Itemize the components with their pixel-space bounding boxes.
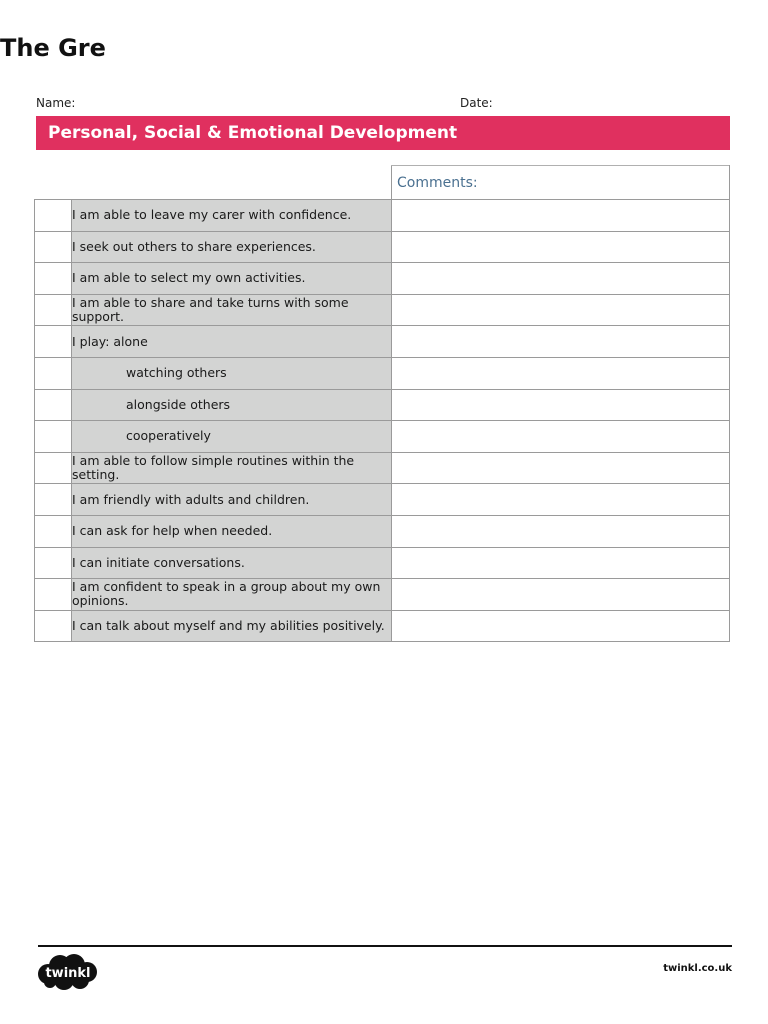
table-row: [35, 231, 730, 263]
comment-cell[interactable]: [392, 200, 730, 232]
checkbox-cell[interactable]: [35, 200, 72, 232]
document-title: The Gre: [0, 34, 106, 62]
section-banner: [36, 116, 730, 150]
comment-cell[interactable]: [392, 357, 730, 389]
table-row: [35, 484, 730, 516]
table-row: [35, 579, 730, 611]
statement-label: I am able to leave my carer with confidence.: [72, 200, 392, 232]
statement-label: I can ask for help when needed.: [72, 515, 392, 547]
checkbox-cell[interactable]: [35, 326, 72, 358]
statement-label: I am friendly with adults and children.: [72, 484, 392, 516]
statement-label: I seek out others to share experiences.: [72, 231, 392, 263]
statement-label: cooperatively: [72, 421, 392, 453]
comment-cell[interactable]: [392, 579, 730, 611]
checklist-table: [34, 165, 730, 642]
footer-divider: [38, 945, 732, 947]
checkbox-cell[interactable]: [35, 263, 72, 295]
checkbox-cell[interactable]: [35, 452, 72, 484]
comment-cell[interactable]: [392, 452, 730, 484]
table-row: [35, 452, 730, 484]
comment-cell[interactable]: [392, 515, 730, 547]
statement-label: I am able to follow simple routines within the setting.: [72, 452, 392, 484]
statement-label: I play: alone: [72, 326, 392, 358]
header-spacer: [35, 166, 392, 200]
checkbox-cell[interactable]: [35, 610, 72, 642]
checkbox-cell[interactable]: [35, 515, 72, 547]
checkbox-cell[interactable]: [35, 231, 72, 263]
checkbox-cell[interactable]: [35, 389, 72, 421]
checkbox-cell[interactable]: [35, 484, 72, 516]
comment-cell[interactable]: [392, 263, 730, 295]
statement-label: I can talk about myself and my abilities positively.: [72, 610, 392, 642]
comment-cell[interactable]: [392, 421, 730, 453]
comment-cell[interactable]: [392, 547, 730, 579]
logo-text: twinkl: [45, 966, 91, 981]
table-row: [35, 421, 730, 453]
checkbox-cell[interactable]: [35, 357, 72, 389]
statement-label: I am confident to speak in a group about my own opinions.: [72, 579, 392, 611]
statement-label: I am able to select my own activities.: [72, 263, 392, 295]
comment-cell[interactable]: [392, 294, 730, 326]
table-row: [35, 547, 730, 579]
statement-label: watching others: [72, 357, 392, 389]
table-row: [35, 294, 730, 326]
table-row: [35, 610, 730, 642]
twinkl-cloud-logo-icon: [36, 952, 100, 996]
comment-cell[interactable]: [392, 326, 730, 358]
section-title: Personal, Social & Emotional Development: [48, 123, 458, 143]
name-label: Name:: [36, 96, 76, 110]
comment-cell[interactable]: [392, 484, 730, 516]
statement-label: I can initiate conversations.: [72, 547, 392, 579]
comment-cell[interactable]: [392, 389, 730, 421]
comments-header: Comments:: [392, 166, 730, 200]
table-header-row: [35, 166, 730, 200]
table-row: [35, 389, 730, 421]
checkbox-cell[interactable]: [35, 547, 72, 579]
table-row: [35, 200, 730, 232]
date-label: Date:: [460, 96, 493, 110]
table-row: [35, 263, 730, 295]
checkbox-cell[interactable]: [35, 421, 72, 453]
checkbox-cell[interactable]: [35, 294, 72, 326]
comment-cell[interactable]: [392, 610, 730, 642]
table-row: [35, 515, 730, 547]
statement-label: I am able to share and take turns with some support.: [72, 294, 392, 326]
statement-label: alongside others: [72, 389, 392, 421]
table-row: [35, 357, 730, 389]
comment-cell[interactable]: [392, 231, 730, 263]
table-row: [35, 326, 730, 358]
checkbox-cell[interactable]: [35, 579, 72, 611]
website-url: twinkl.co.uk: [663, 963, 732, 974]
